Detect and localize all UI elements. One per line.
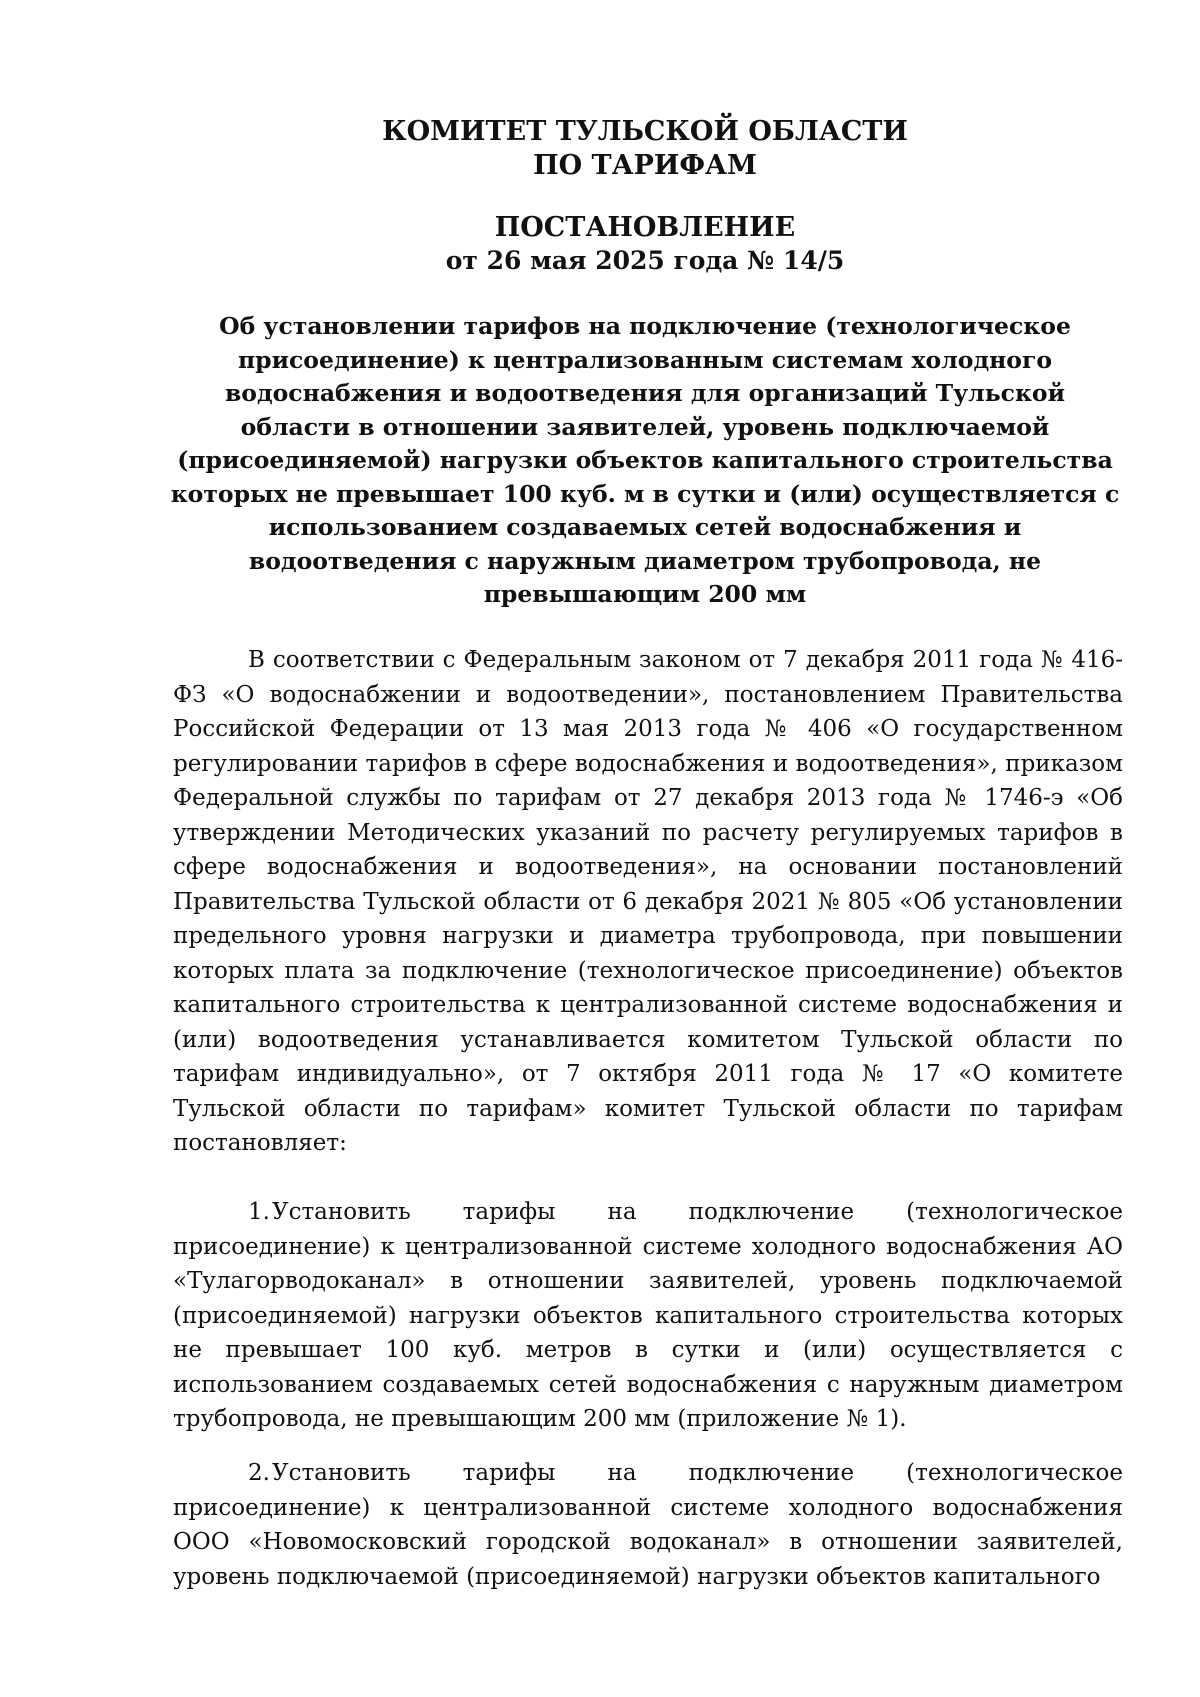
preamble-paragraph: В соответствии с Федеральным законом от 7 декабря 2011 года № 416-ФЗ «О водоснабжении и водоотведении», постановлением Правительства Российской Федерации от 13 мая 2013 года № 406 «О государственном регулировании тарифов в сфере водоснабжения и водоотведения», приказом Федеральной службы по тарифам от 27 декабря 2013 года № 1746-э «Об утверждении Методических указаний по расчету регулируемых тарифов в сфере водоснабжения и водоотведения», на основании постановлений Правительства Тульской области от 6 декабря 2021 № 805 «Об установлении предельного уровня нагрузки и диаметра трубопровода, при повышении которых плата за подключение (технологическое присоединение) объектов капитального строительства к централизованной системе водоснабжения и (или) водоотведения устанавливается комитетом Тульской области по тарифам индивидуально», от 7 октября 2011 года № 17 «О комитете Тульской области по тарифам» комитет Тульской области по тарифам постановляет:: [173, 647, 1123, 1156]
document-subject: Об установлении тарифов на подключение (технологическое присоединение) к централизованным системам холодного водоснабжения и водоотведения для организаций Тульской области в отношении заявителей, уровень подключаемой (присоединяемой) нагрузки объектов капитального строительства которых не превышает 100 куб. м в сутки и (или) осуществляется с использованием создаваемых сетей водоснабжения и водоотведения с наружным диаметром трубопровода, не превышающим 200 мм: [170, 312, 1120, 608]
resolution-item-2: [173, 1456, 1123, 1594]
document-type: ПОСТАНОВЛЕНИЕ: [494, 212, 796, 243]
item-paragraph: [173, 1456, 1123, 1594]
item-text: Установить тарифы на подключение (технологическое присоединение) к централизованной системе холодного водоснабжения АО «Тулагорводоканал» в отношении заявителей, уровень подключаемой (присоединяемой) нагрузки объектов капитального строительства которых не превышает 100 куб. метров в сутки и (или) осуществляется с использованием создаваемых сетей водоснабжения с наружным диаметром трубопровода, не превышающим 200 мм (приложение № 1).: [173, 1199, 1123, 1432]
resolution-item-1: [173, 1195, 1123, 1437]
authority-line-2: ПО ТАРИФАМ: [533, 150, 757, 181]
document-date-number: от 26 мая 2025 года № 14/5: [445, 246, 845, 275]
preamble-section: [173, 643, 1123, 1161]
item-paragraph: [173, 1195, 1123, 1437]
item-text: Установить тарифы на подключение (технологическое присоединение) к централизованной системе холодного водоснабжения ООО «Новомосковский городской водоканал» в отношении заявителей, уровень подключаемой (присоединяемой) нагрузки объектов капитального: [173, 1460, 1123, 1590]
item-number: 1.: [248, 1199, 270, 1225]
item-number: 2.: [248, 1460, 270, 1486]
authority-line-1: КОМИТЕТ ТУЛЬСКОЙ ОБЛАСТИ: [382, 116, 908, 147]
issuing-authority: [170, 115, 1120, 183]
